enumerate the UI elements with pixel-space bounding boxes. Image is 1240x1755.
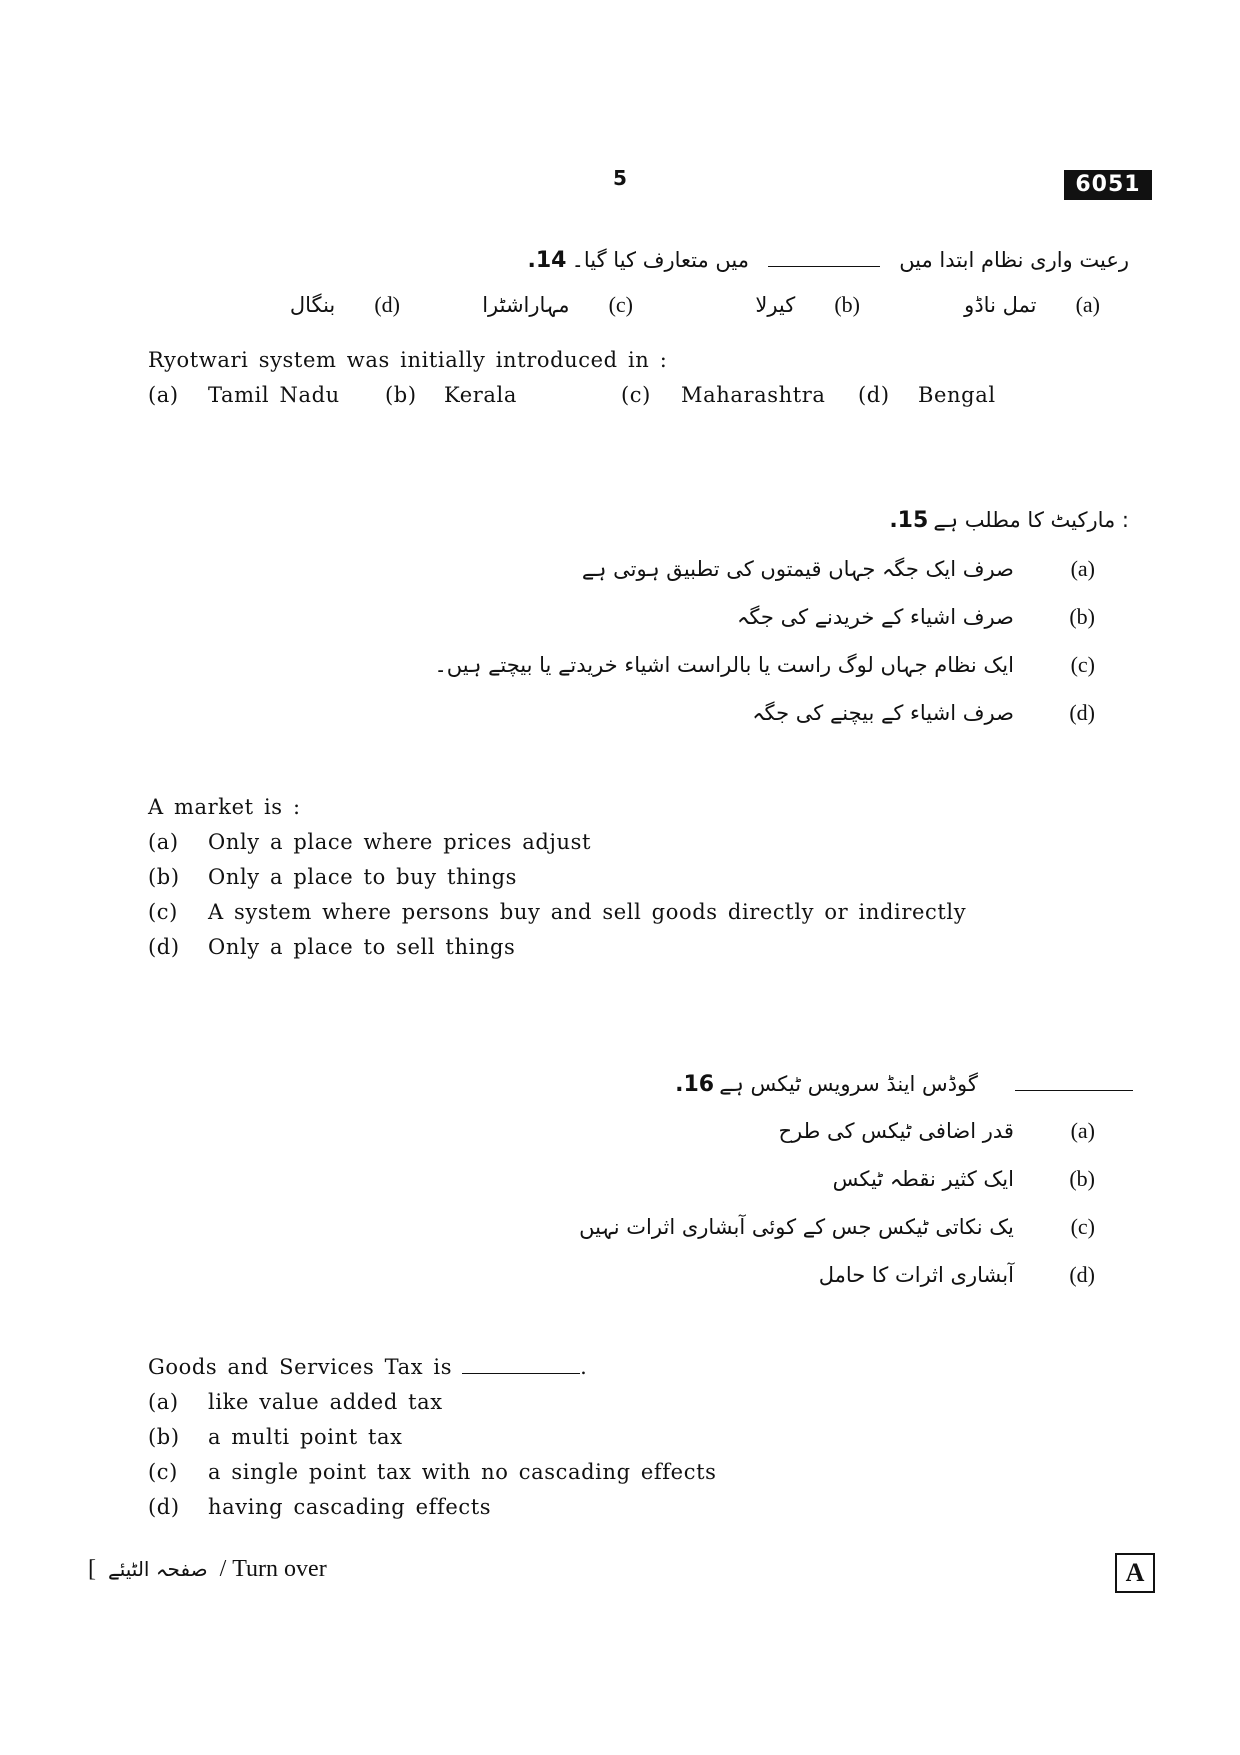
q16-english-stem-end: . (580, 1355, 588, 1379)
q16-urdu-option-b-label: (b) (1069, 1166, 1095, 1191)
q15-option-a-text: Only a place where prices adjust (208, 830, 592, 854)
q16-option-b-text: a multi point tax (208, 1425, 403, 1449)
q15-number: .15 (889, 508, 929, 533)
q14-urdu-option-b-text: کیرلا (755, 293, 796, 317)
q16-english-stem (148, 1350, 587, 1385)
q14-urdu-option-a-label: (a) (1075, 292, 1100, 317)
q15-urdu-stem-row (889, 508, 1147, 533)
q15-english-stem: A market is : (148, 795, 301, 819)
q14-urdu-stem (528, 248, 1147, 273)
q15-urdu-option-d-label: (d) (1069, 700, 1095, 725)
q16-option-a (148, 1385, 443, 1420)
q15-option-b-text: Only a place to buy things (208, 865, 518, 889)
q15-urdu-option-d-text: صرف اشیاء کے بیچنے کی جگہ (752, 701, 1014, 725)
q15-option-b-label: (b) (148, 865, 180, 889)
q15-urdu-option-c-label: (c) (1070, 652, 1095, 677)
q15-urdu-stem: مارکیٹ کا مطلب ہے : (933, 508, 1129, 532)
q16-urdu-option-b (833, 1166, 1095, 1206)
q15-option-c-label: (c) (148, 900, 178, 924)
q14-number: .14 (527, 248, 567, 273)
q16-option-a-text: like value added tax (208, 1390, 443, 1414)
q14-urdu-options (230, 292, 1100, 332)
q16-english-blank (462, 1353, 580, 1374)
q14-urdu-option-d (290, 292, 400, 318)
q16-option-c-label: (c) (148, 1460, 178, 1484)
q16-option-d (148, 1490, 491, 1525)
q16-option-c (148, 1455, 717, 1490)
q14-urdu-option-d-label: (d) (374, 292, 400, 317)
q15-urdu-option-b-label: (b) (1069, 604, 1095, 629)
paper-code-badge: 6051 (1064, 170, 1152, 200)
q16-option-b (148, 1420, 403, 1455)
footer-turn-over: Turn over (232, 1556, 327, 1582)
q15-option-a-label: (a) (148, 830, 179, 854)
q14-urdu-option-c-text: مہاراشٹرا (482, 293, 570, 317)
q16-urdu-stem-row (675, 1072, 1147, 1097)
q15-option-c (148, 895, 966, 930)
q15-urdu-option-a-label: (a) (1070, 556, 1095, 581)
q15-urdu-option-c (434, 652, 1095, 692)
q14-urdu-stem-part1: رعیت واری نظام ابتدا میں (899, 248, 1129, 272)
q14-urdu-option-a (964, 292, 1100, 318)
q14-option-a-text: Tamil Nadu (208, 383, 340, 407)
q15-option-d-label: (d) (148, 935, 180, 959)
q16-urdu-stem: گوڈس اینڈ سرویس ٹیکس ہے (719, 1072, 978, 1096)
q16-option-d-label: (d) (148, 1495, 180, 1519)
footer-separator: / (219, 1556, 227, 1582)
q16-urdu-option-c (579, 1214, 1095, 1254)
q15-urdu-option-b (737, 604, 1095, 644)
q16-option-a-label: (a) (148, 1390, 179, 1414)
set-letter-box: A (1115, 1553, 1155, 1593)
q14-option-d-label: (d) (858, 383, 890, 407)
q15-option-a (148, 825, 591, 860)
q14-option-c-label: (c) (621, 383, 651, 407)
q16-urdu-option-a-label: (a) (1070, 1118, 1095, 1143)
q16-urdu-option-c-text: یک نکاتی ٹیکس جس کے کوئی آبشاری اثرات نہیں (579, 1215, 1014, 1239)
q16-urdu-option-d-text: آبشاری اثرات کا حامل (818, 1263, 1014, 1287)
q16-option-b-label: (b) (148, 1425, 180, 1449)
q16-option-d-text: having cascading effects (208, 1495, 492, 1519)
q16-option-c-text: a single point tax with no cascading effects (208, 1460, 717, 1484)
q15-option-d-text: Only a place to sell things (208, 935, 516, 959)
q16-urdu-option-a-text: قدر اضافی ٹیکس کی طرح (778, 1119, 1014, 1143)
q15-option-b (148, 860, 517, 895)
q16-number: .16 (675, 1072, 715, 1097)
q15-option-c-text: A system where persons buy and sell goods directly or indirectly (208, 900, 967, 924)
q14-option-c-text: Maharashtra (681, 383, 826, 407)
q14-urdu-stem-part2: میں متعارف کیا گیا۔ (571, 248, 749, 272)
q16-urdu-blank (1015, 1090, 1133, 1091)
q14-option-a-label: (a) (148, 383, 179, 407)
q15-urdu-option-c-text: ایک نظام جہاں لوگ راست یا بالراست اشیاء خریدتے یا بیچتے ہیں۔ (434, 653, 1014, 677)
q14-blank (768, 266, 880, 267)
q15-option-d (148, 930, 515, 965)
q15-urdu-option-a-text: صرف ایک جگہ جہاں قیمتوں کی تطبیق ہوتی ہے (581, 557, 1014, 581)
q16-english-stem-text: Goods and Services Tax is (148, 1355, 453, 1379)
q14-option-b-label: (b) (385, 383, 417, 407)
q16-urdu-option-a (778, 1118, 1095, 1158)
q14-option-d-text: Bengal (918, 383, 996, 407)
q16-urdu-option-c-label: (c) (1070, 1214, 1095, 1239)
turn-over-note (88, 1556, 327, 1583)
q16-urdu-option-b-text: ایک کثیر نقطہ ٹیکس (832, 1167, 1014, 1191)
page-number: 5 (613, 166, 627, 190)
q14-option-b-text: Kerala (444, 383, 517, 407)
q16-urdu-option-d-label: (d) (1069, 1262, 1095, 1287)
q14-urdu-option-a-text: تمل ناڈو (964, 293, 1037, 317)
q15-urdu-option-b-text: صرف اشیاء کے خریدنے کی جگہ (737, 605, 1014, 629)
footer-urdu-turn-over: صفحہ الٹیئے (108, 1557, 208, 1581)
footer-bracket: [ (88, 1556, 96, 1582)
q15-urdu-option-d (752, 700, 1095, 740)
q14-urdu-option-b-label: (b) (834, 292, 860, 317)
q15-urdu-option-a (582, 556, 1095, 596)
q16-urdu-option-d (819, 1262, 1095, 1302)
q14-urdu-option-d-text: بنگال (289, 293, 336, 317)
q14-urdu-option-c-label: (c) (608, 292, 633, 317)
q14-urdu-option-b (755, 292, 860, 318)
q14-urdu-option-c (482, 292, 633, 318)
q14-english-stem: Ryotwari system was initially introduced in : (148, 348, 668, 372)
